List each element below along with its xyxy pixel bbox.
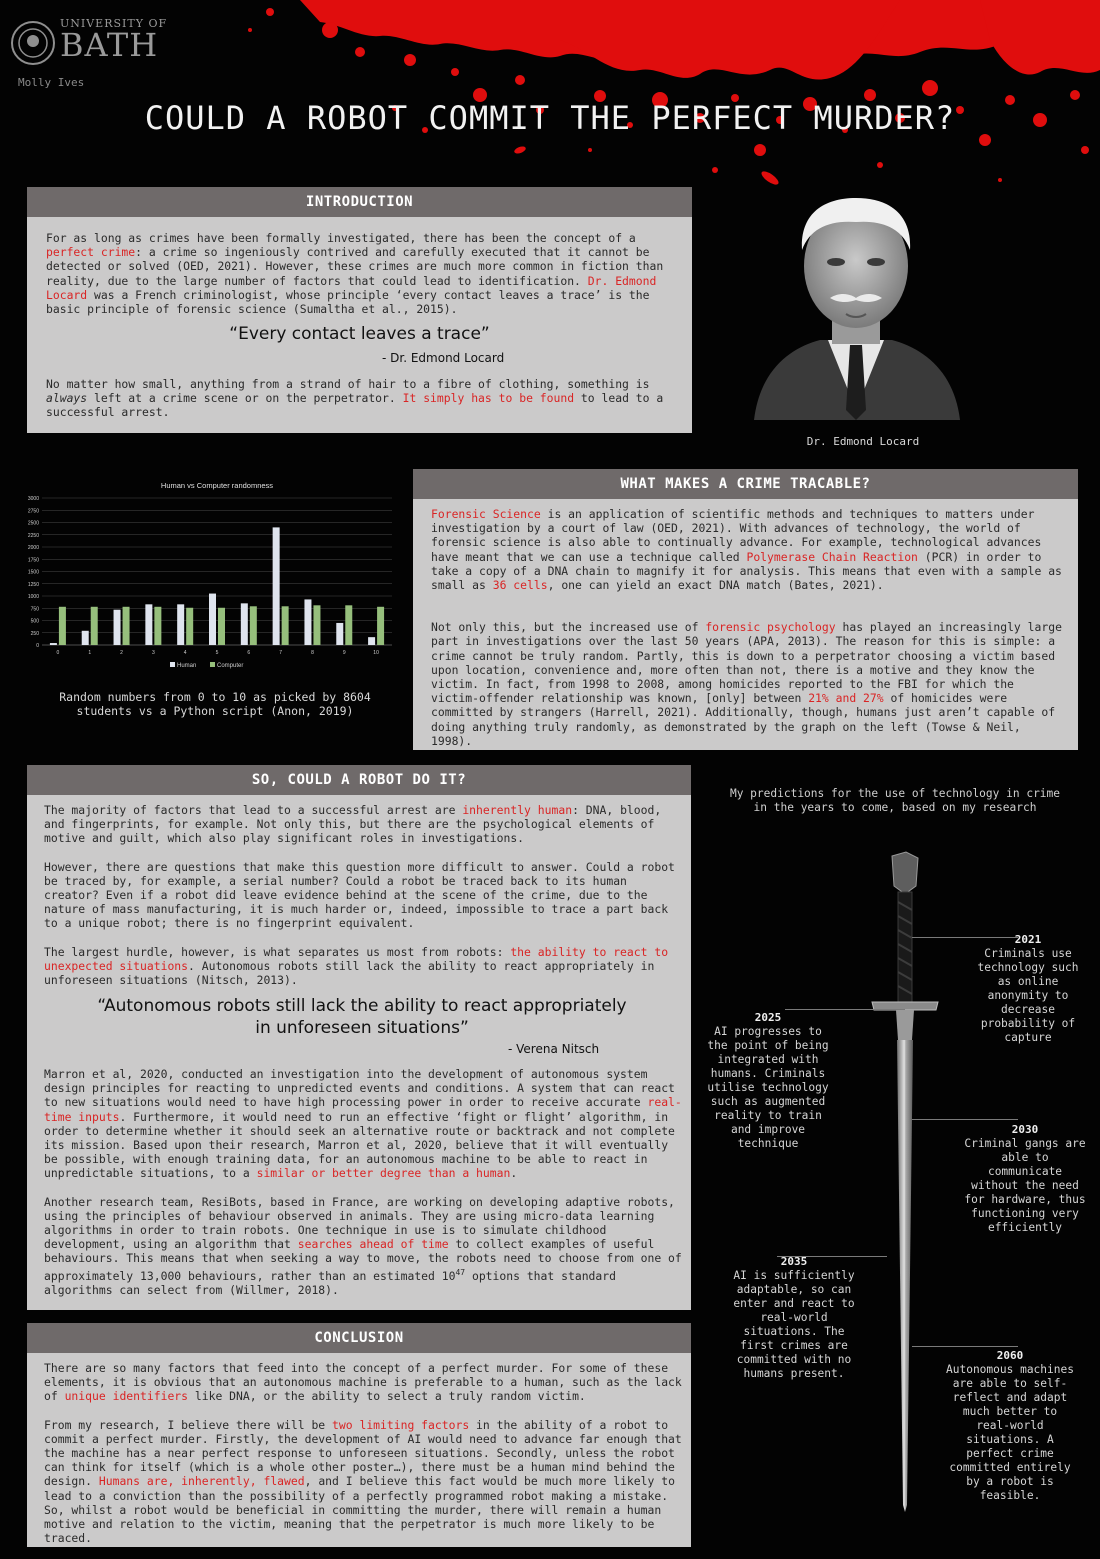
chart-bar-computer	[282, 606, 289, 645]
university-name-big: BATH	[60, 26, 159, 64]
chart-title: Human vs Computer randomness	[160, 481, 274, 490]
chart-legend-swatch	[170, 662, 175, 667]
timeline-connector-2025	[785, 1009, 905, 1010]
locard-quote: “Every contact leaves a trace”	[229, 324, 490, 344]
chart-bar-computer	[377, 607, 384, 645]
timeline-connector-2030	[912, 1119, 1018, 1120]
chart-bar-human	[304, 599, 311, 645]
chart-bar-human	[209, 594, 216, 645]
timeline-connector-2060	[912, 1346, 1018, 1347]
introduction-panel	[27, 187, 692, 433]
chart-bar-human	[241, 603, 248, 645]
chart-bar-human	[145, 604, 152, 645]
robot-panel	[27, 765, 691, 1310]
robot-paragraph-2: However, there are questions that make this question more difficult to answer. Could a robot be traced by, for example, a serial number? Could a robot be traced back to its human creator? Even if a robot did leave evidence behind at the scene of the crime, due to the nature of mass manufacturing, it is much harder or, indeed, impossible to trace a part back to a unique robot; there is no fingerprint equivalent.	[44, 859, 675, 931]
chart-x-tick-label: 10	[373, 650, 379, 656]
chart-bar-human	[177, 604, 184, 645]
chart-bar-computer	[250, 606, 257, 645]
chart-x-tick-label: 4	[183, 650, 187, 656]
chart-legend-label: Human	[177, 663, 197, 669]
robot-paragraph-3: The largest hurdle, however, is what separates us most from robots: the ability to react to unexpected situations. Autonomous robots still lack the ability to react appropriately in unforeseen situations (Nitsch, 2013).	[44, 944, 669, 988]
chart-bar-human	[368, 637, 375, 645]
robot-paragraph-1: The majority of factors that lead to a successful arrest are inherently human: DNA, blood, and fingerprints, for example. Not only this, but there are the psychological elements of motive and guilt, which also play significant roles in investigations.	[44, 803, 662, 846]
chart-caption: Random numbers from 0 to 10 as picked by 8604 students vs a Python script (Anon, 2019)	[59, 690, 371, 718]
chart-y-tick-label: 2500	[27, 520, 39, 527]
chart-bar-computer	[186, 608, 193, 645]
nitsch-quote: “Autonomous robots still lack the ability to react appropriately in unforeseen situations”	[97, 996, 627, 1038]
nitsch-quote-attribution: - Verena Nitsch	[508, 1042, 600, 1056]
timeline-text-2025: AI progresses to the point of being integrated with humans. Criminals utilise technology such as augmented reality to train and improve technique	[707, 1025, 829, 1150]
timeline-year-2035: 2035	[780, 1255, 808, 1268]
chart-bar-computer	[313, 605, 320, 645]
chart-y-tick-label: 1750	[27, 557, 39, 564]
chart-y-tick-label: 1000	[27, 594, 39, 600]
chart-bar-human	[50, 643, 57, 645]
chart-y-tick-label: 750	[30, 606, 39, 613]
chart-x-tick-label: 7	[279, 650, 283, 656]
chart-bar-computer	[345, 605, 352, 645]
chart-bar-computer	[154, 607, 161, 645]
tracable-paragraph-1: Forensic Science is an application of scientific methods and techniques to matters under investigation by a court of law (OED, 2021). With advances of technology, the world of forensic science is also able to continually advance. For example, technological advances have meant that we can use a technique called Polymerase Chain Reaction (PCR) in order to take a copy of a DNA chain to magnify it for analysis. This means that even with a sample as small as 36 cells, one can yield an exact DNA match (Bates, 2021).	[431, 507, 1062, 593]
chart-y-tick-label: 2000	[27, 545, 39, 551]
introduction-heading: INTRODUCTION	[27, 187, 692, 217]
chart-x-tick-label: 9	[342, 650, 346, 656]
chart-y-tick-label: 2250	[27, 532, 39, 539]
timeline-intro: My predictions for the use of technology in crime in the years to come, based on my research	[729, 787, 1061, 814]
chart-bar-computer	[218, 608, 225, 645]
chart-bar-computer	[91, 607, 98, 645]
chart-y-tick-label: 3000	[27, 496, 39, 502]
tracable-panel	[413, 469, 1078, 750]
chart-x-tick-label: 3	[151, 650, 155, 656]
locard-portrait	[750, 180, 962, 425]
chart-bar-human	[114, 610, 121, 645]
chart-bar-human	[82, 631, 89, 645]
chart-y-tick-label: 2750	[27, 508, 39, 515]
chart-bar-human	[336, 623, 343, 645]
timeline-text-2060: Autonomous machines are able to self-reflect and adapt much better to real-world situations. A perfect crime committed entirely by a robot is feasible.	[946, 1363, 1074, 1502]
robot-paragraph-4: Marron et al, 2020, conducted an investigation into the development of autonomous system design principles for reacting to unpredicted events and conditions. A system that can react to new situations would need to have high processing power in order to receive accurate real-time inputs. Furthermore, it would need to run an effective ‘fight or flight’ algorithm, in order to determine whether it should seek an alternative route or backtrack and not complete its mission. Based upon their research, Marron et al, 2020, believe that it will eventually be possible, with enough training data, for an autonomous machine to be able to react in unpredictable situations, to a similar or better degree than a human.	[44, 1067, 682, 1181]
timeline-year-2060: 2060	[996, 1349, 1024, 1362]
chart-bar-human	[273, 527, 280, 645]
robot-paragraph-5: Another research team, ResiBots, based in France, are working on developing adaptive robots, using the principles of behaviour observed in animals. They are using micro-data learning algorithms in order to train robots. One technique in use is to simulate childhood development, using an algorithm that searches ahead of time to collect examples of useful behaviours. This means that when seeking a way to move, the robots need to choose from one of approximately 13,000 behaviours, rather than an estimated $10^{47}$ options that standard algorithms can select from (Willmer, 2018).	[44, 1194, 682, 1297]
timeline-year-2021: 2021	[1014, 933, 1042, 946]
chart-y-tick-label: 1500	[27, 569, 39, 576]
university-name-small: UNIVERSITY OF	[60, 17, 168, 30]
poster-title: COULD A ROBOT COMMIT THE PERFECT MURDER?	[144, 99, 956, 137]
timeline-year-2030: 2030	[1011, 1123, 1039, 1136]
chart-y-tick-label: 1250	[27, 581, 39, 588]
timeline-text-2035: AI is sufficiently adaptable, so can enter and react to real-world situations. The first crimes are committed with no humans present.	[733, 1269, 855, 1380]
chart-x-tick-label: 6	[247, 650, 251, 656]
chart-x-tick-label: 2	[120, 650, 123, 656]
chart-legend-label: Computer	[217, 663, 244, 669]
timeline-text-2021: Criminals use technology such as online anonymity to decrease probability of capture	[977, 947, 1079, 1044]
timeline-year-2025: 2025	[754, 1011, 782, 1024]
author-name: Molly Ives	[18, 76, 85, 89]
tracable-paragraph-2: Not only this, but the increased use of forensic psychology has played an increasingly large part in investigations over the last 50 years (APA, 2013). The reason for this is simple: a crime cannot be truly random. Partly, this is down to a perpetrator choosing a victim based upon location, convenience and, more often than not, there is a motive and they know the victim. In fact, from 1998 to 2008, among homicides reported to the FBI for which the victim-offender relationship was known, [only] between 21% and 27% of homicides were committed by strangers (Harrell, 2021). Additionally, though, humans just aren’t capable of doing anything truly randomly, as demonstrated by the graph on the left (Towse & Neil, 1998).	[431, 620, 1062, 748]
chart-x-tick-label: 0	[56, 650, 60, 656]
chart-bar-computer	[123, 607, 130, 645]
portrait-caption: Dr. Edmond Locard	[806, 435, 920, 448]
conclusion-paragraph-1: There are so many factors that feed into the concept of a perfect murder. For some of these elements, it is obvious that an autonomous machine is preferable to a human, such as the lack of unique identifiers like DNA, or the ability to select a truly random victim.	[44, 1361, 682, 1404]
locard-quote-attribution: - Dr. Edmond Locard	[382, 351, 505, 365]
chart-y-tick-label: 250	[30, 630, 39, 637]
sword-graphic	[870, 850, 940, 1515]
chart-y-tick-label: 0	[36, 643, 39, 649]
introduction-paragraph: For as long as crimes have been formally investigated, there has been the concept of a perfect crime: a crime so ingeniously contrived and carefully executed that it cannot be detected or solved (OED, 2021). However, these crimes are much more common in fiction than reality, due to the large number of factors that could lead to identification. Dr. Edmond Locard was a French criminologist, whose principle ‘every contact leaves a trace’ is the basic principle of forensic science (Sumaltha et al., 2015).	[46, 231, 664, 317]
chart-y-tick-label: 500	[30, 618, 39, 625]
chart-legend-swatch	[210, 662, 215, 667]
chart-x-tick-label: 1	[88, 650, 92, 656]
chart-bar-computer	[59, 607, 66, 645]
robot-heading: SO, COULD A ROBOT DO IT?	[27, 765, 691, 795]
chart-x-tick-label: 5	[215, 650, 219, 656]
conclusion-paragraph-2: From my research, I believe there will be two limiting factors in the ability of a robot to commit a perfect murder. Firstly, the development of AI would need to advance far enough that the machine has a near perfect response to unforeseen situations. Secondly, unless the robot can think for itself (which is a whole other poster…), there must be a human mind behind the design. Humans are, inherently, flawed, and I believe this fact would be much more likely to lead to a conviction than the possibility of a perfectly programmed robot making a mistake. So, whilst a robot would be beneficial in committing the murder, there will remain a human motive and relation to the victim, meaning that the perpetrator is much more likely to be traced.	[44, 1417, 682, 1546]
conclusion-panel	[27, 1323, 691, 1547]
chart-x-tick-label: 8	[311, 650, 314, 656]
crest-icon	[10, 20, 56, 66]
tracable-heading: WHAT MAKES A CRIME TRACABLE?	[413, 469, 1078, 499]
conclusion-heading: CONCLUSION	[27, 1323, 691, 1353]
introduction-paragraph-2: No matter how small, anything from a strand of hair to a fibre of clothing, something is always left at a crime scene or on the perpetrator. It simply has to be found to lead to a successful arrest.	[46, 377, 664, 420]
randomness-bar-chart	[20, 478, 400, 678]
timeline-text-2030: Criminal gangs are able to communicate without the need for hardware, thus functioning very efficiently	[964, 1137, 1086, 1234]
